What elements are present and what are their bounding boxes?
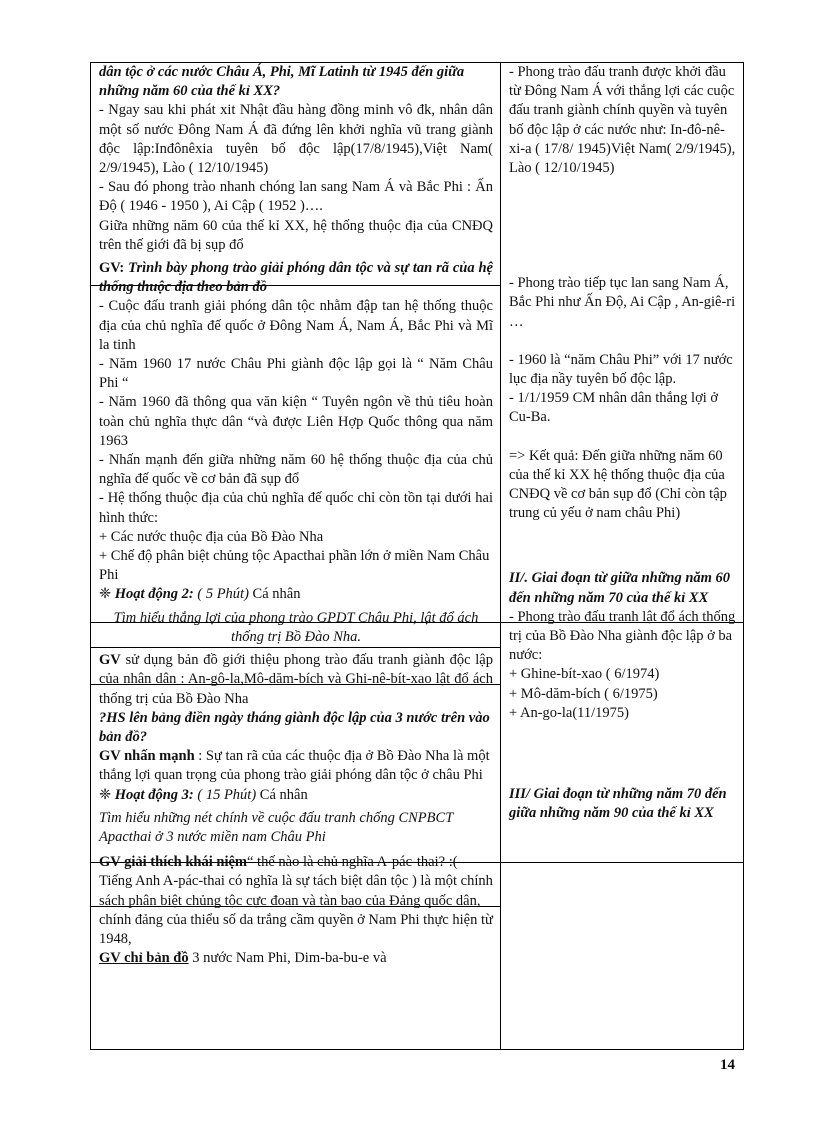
summary-paragraph: - Phong trào đấu tranh lật đổ ách thống trị của Bồ Đào Nha giành độc lập ở ba nước: (509, 608, 736, 664)
flower-icon: ❈ (99, 786, 112, 803)
section-paragraph: - Nhấn mạnh đến giữa những năm 60 hệ thống thuộc địa của chủ nghĩa đế quốc về cơ bản đã sụp đổ (99, 452, 493, 488)
section-paragraph: - Năm 1960 17 nước Châu Phi giành độc lập gọi là “ Năm Châu Phi “ (99, 356, 493, 392)
section-paragraph: - Cuộc đấu tranh giải phóng dân tộc nhằm đập tan hệ thống thuộc địa của chủ nghĩa đế quốc ở Đông Nam Á, Nam Á, Bắc Phi và Mĩ la tinh (99, 298, 493, 353)
activity-goal: Tìm hiểu thắng lợi của phong trào GPDT Châu Phi, lật đổ ách thống trị Bồ Đào Nha. (113, 609, 479, 645)
section-paragraph: - Năm 1960 đã thông qua văn kiện “ Tuyên ngôn về thủ tiêu hoàn toàn chủ nghĩa thực dân “và được Liên Hợp Quốc thông qua năm 1963 (99, 394, 493, 449)
gv-instruction (99, 651, 493, 709)
gv-label: GV nhấn mạnh (99, 748, 195, 765)
activity-heading (99, 786, 493, 805)
gv-instruction (99, 747, 493, 785)
activity-mode: Cá nhân (256, 786, 308, 803)
gv-label: GV: (99, 260, 125, 277)
summary-paragraph: - Phong trào tiếp tục lan sang Nam Á, Bắc Phi như Ấn Độ, Ai Cập , An-giê-ri … (509, 275, 736, 330)
activity-mode: Cá nhân (248, 586, 301, 603)
summary-paragraph: - 1/1/1959 CM nhân dân thắng lợi ở Cu-Ba. (509, 390, 719, 426)
gv-text: Trình bày phong trào giải phóng dân tộc và sự tan rã của hệ thống thuộc địa theo bản đồ (99, 260, 493, 296)
section-paragraph: - Hệ thống thuộc địa của chủ nghĩa đế quốc chỉ còn tồn tại dưới hai hình thức: (99, 490, 493, 526)
summary-paragraph: + Ghine-bít-xao ( 6/1974) (509, 666, 660, 683)
right-column (509, 63, 739, 823)
flower-icon: ❈ (99, 586, 112, 603)
gv-text: sử dụng bản đồ giới thiệu phong trào đấu tranh giành độc lập của nhân dân : An-gô-la,Mô-dăm-bích và Ghi-nê-bít-xao lật đổ ách thống trị của Bồ Đào Nha (99, 652, 493, 707)
activity-time: ( 5 Phút) (197, 586, 249, 603)
summary-paragraph: - Phong trào đấu tranh được khởi đầu từ Đông Nam Á với thắng lợi các cuộc đấu tranh giành chính quyền và tuyên bố độc lập ở các nước như: In-đô-nê-xi-a ( 17/8/ 1945)Việt Nam( 2/9/1945), Lào ( 12/10/1945) (509, 64, 736, 177)
section-heading: III/ Giai đoạn từ những năm 70 đến giữa những năm 90 của thế kỉ XX (509, 786, 727, 822)
activity-label: Hoạt động 2: (114, 586, 194, 603)
gv-text: “ thế nào là chủ nghĩa A-pác-thai? :( Tiếng Anh A-pác-thai có nghĩa là sự tách biệt dân tộc ) là một chính sách phân biệt chủng tộc cực đoan và tàn bạo của Đảng quốc dân, chính đảng của thiểu số da trắng cầm quyền ở Nam Phi thực hiện từ 1948, (99, 854, 493, 947)
section-paragraph: + Chế độ phân biệt chủng tộc Apacthai phần lớn ở miền Nam Châu Phi (99, 548, 490, 584)
student-question: ?HS lên bảng điền ngày tháng giành độc lập của 3 nước trên vào bản đồ? (99, 709, 490, 745)
activity-goal: Tìm hiểu những nét chính về cuộc đấu tranh chống CNPBCT Apacthai ở 3 nước miền nam Châu Phi (99, 809, 453, 845)
lesson-table (90, 62, 744, 1050)
section-heading: II/. Giai đoạn từ giữa những năm 60 đến những năm 70 của thế kỉ XX (509, 570, 731, 606)
intro-heading: dân tộc ở các nước Châu Á, Phi, Mĩ Latinh từ 1945 đến giữa những năm 60 của thế kỉ XX? (99, 64, 465, 100)
summary-paragraph: => Kết quả: Đến giữa những năm 60 của thế kỉ XX hệ thống thuộc địa của CNĐQ về cơ bản sụp đổ (Chỉ còn tập trung củ yếu ở nam châu Phi) (509, 447, 727, 522)
gv-text: : Sự tan rã của các thuộc địa ở Bồ Đào Nha là một thắng lợi quan trọng của phong trào giải phóng dân tộc ở châu Phi (99, 748, 490, 784)
gv-text: 3 nước Nam Phi, Dim-ba-bu-e và (188, 950, 387, 967)
gv-instruction (99, 853, 493, 949)
summary-paragraph: - 1960 là “năm Châu Phi” với 17 nước lục địa nầy tuyên bố độc lập. (509, 351, 733, 388)
gv-label: GV giải thích khái niệm (99, 854, 247, 871)
section-paragraph: + Các nước thuộc địa của Bồ Đào Nha (99, 528, 324, 545)
summary-paragraph: + Mô-dăm-bích ( 6/1975) (509, 685, 658, 702)
gv-label: GV (99, 652, 121, 669)
intro-paragraph: Giữa những năm 60 của thế kỉ XX, hệ thống thuộc địa của CNĐQ trên thế giới đã bị sụp đổ (99, 217, 493, 253)
intro-paragraph: - Ngay sau khi phát xit Nhật đầu hàng đồng minh vô đk, nhân dân một số nước Đông Nam Á đã đứng lên khởi nghĩa vũ trang giành độc lập:Inđônêxia tuyên bố độc lập(17/8/1945),Việt Nam( 2/9/1945), Lào ( 12/10/1945) (99, 102, 493, 177)
activity-label: Hoạt động 3: (114, 786, 194, 803)
gv-instruction (99, 259, 493, 297)
activity-heading (99, 585, 493, 604)
summary-paragraph: + An-go-la(11/1975) (509, 704, 629, 721)
page-number: 14 (720, 1057, 735, 1073)
intro-paragraph: - Sau đó phong trào nhanh chóng lan sang Nam Á và Bắc Phi : Ấn Độ ( 1946 - 1950 ), Ai Cập ( 1952 )…. (99, 179, 493, 215)
column-divider (500, 63, 501, 1049)
activity-time: ( 15 Phút) (197, 786, 257, 803)
gv-label: GV chỉ bản đồ (99, 950, 189, 967)
left-column (99, 63, 493, 968)
gv-instruction (99, 949, 493, 968)
